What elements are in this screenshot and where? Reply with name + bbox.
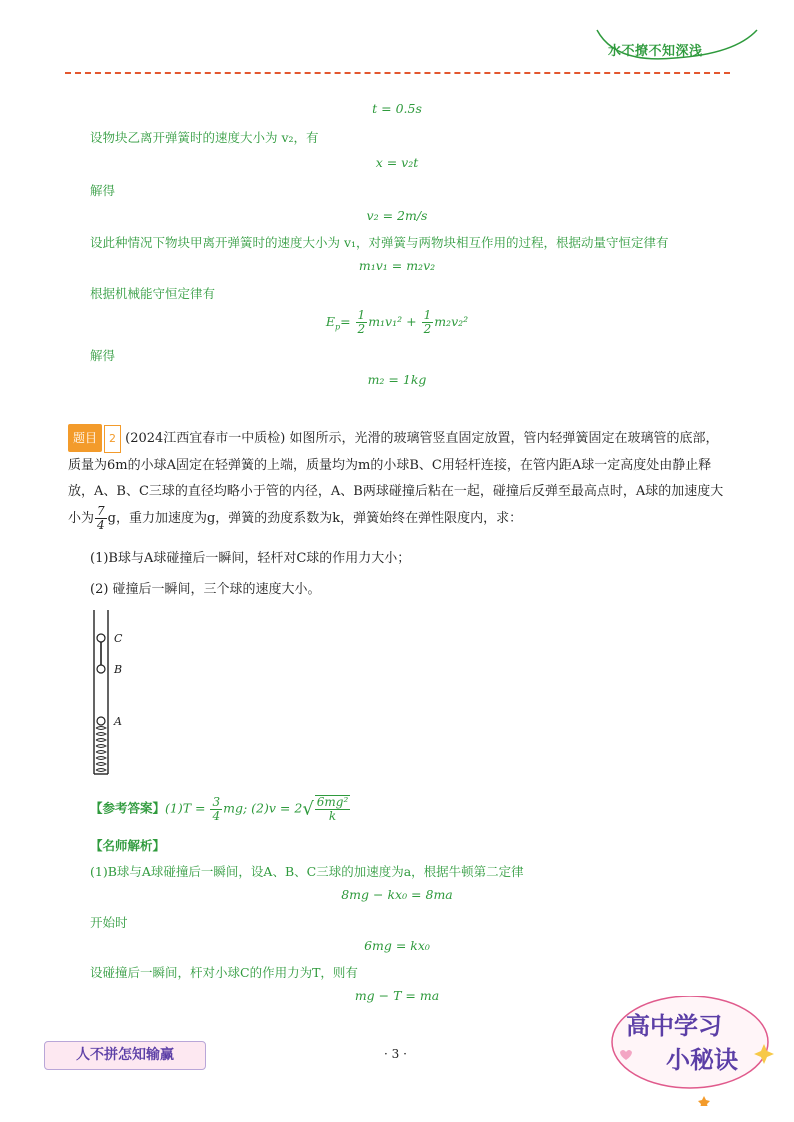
badge-line-2: 小秘诀 <box>666 1046 738 1074</box>
tube-figure <box>86 608 136 780</box>
equation-energy <box>0 309 794 336</box>
question-2: (2) 碰撞后一瞬间，三个球的速度大小。 <box>90 582 321 597</box>
page-number: · 3 · <box>384 1047 407 1061</box>
equation-mass: m₂ = 1kg <box>367 372 427 387</box>
text-line: 根据机械能守恒定律有 <box>90 286 216 301</box>
text-line: 设碰撞后一瞬间，杆对小球C的作用力为T，则有 <box>90 965 358 980</box>
fraction-denominator: k <box>328 809 337 823</box>
header-motto: 水不撩不知深浅 <box>608 44 703 59</box>
text-line: 开始时 <box>90 915 128 930</box>
fraction-denominator: 2 <box>357 322 366 336</box>
energy-term-2: m₂v₂² <box>434 314 469 329</box>
energy-symbol: E <box>325 314 335 329</box>
figure-label-a: A <box>114 715 122 728</box>
energy-subscript: p <box>334 322 341 332</box>
energy-term-1: m₁v₁² + <box>368 314 421 329</box>
fraction-numerator: 6mg² <box>316 795 349 809</box>
fraction-seven-fourths <box>95 505 107 532</box>
equation-initial: 6mg = kx₀ <box>364 938 430 953</box>
star-icon <box>698 1096 710 1106</box>
footer-motto: 人不拼怎知输赢 <box>44 1041 206 1070</box>
answer-heading: 【参考答案】 <box>90 800 166 816</box>
fraction-numerator: 7 <box>97 504 105 518</box>
sqrt-sign: √ <box>302 798 314 820</box>
question-1: (1)B球与A球碰撞后一瞬间，轻杆对C球的作用力大小； <box>90 551 411 566</box>
fraction-three-fourths <box>210 796 222 823</box>
problem-statement <box>68 424 724 532</box>
problem-text-b: g，重力加速度为g，弹簧的劲度系数为k，弹簧始终在弹性限度内，求： <box>107 511 523 526</box>
equation-momentum: m₁v₁ = m₂v₂ <box>358 258 436 273</box>
badge-line-1: 高中学习 <box>626 1012 722 1040</box>
fraction-numerator: 1 <box>423 308 432 322</box>
equation-newton: 8mg − kx₀ = 8ma <box>341 887 453 902</box>
analysis-heading: 【名师解析】 <box>90 838 166 853</box>
text-line: (1)B球与A球碰撞后一瞬间，设A、B、C三球的加速度为a，根据牛顿第二定律 <box>90 864 524 879</box>
equation-velocity: v₂ = 2m/s <box>366 208 428 223</box>
fraction-half <box>422 309 434 336</box>
fraction-denominator: 2 <box>423 322 432 336</box>
equation-distance: x = v₂t <box>375 155 419 170</box>
fraction-denominator: 4 <box>212 808 221 823</box>
fraction-numerator: 1 <box>357 308 366 322</box>
fraction-sqrt-argument <box>315 795 351 823</box>
header-divider <box>65 72 730 74</box>
reference-answer <box>90 795 351 823</box>
text-line: 设此种情况下物块甲离开弹簧时的速度大小为 v₁，对弹簧与两物块相互作用的过程，根据动量守恒定律有 <box>90 235 669 250</box>
answer-part-1: (1)T = <box>165 800 210 816</box>
text-line: 解得 <box>90 183 116 198</box>
equation-rod-force: mg − T = ma <box>354 988 440 1003</box>
study-tips-badge <box>604 996 784 1106</box>
text-line: 设物块乙离开弹簧时的速度大小为 v₂，有 <box>90 130 319 145</box>
figure-label-c: C <box>114 632 123 645</box>
problem-text-a: (2024江西宜春市一中质检) 如图所示，光滑的玻璃管竖直固定放置，管内轻弹簧固定在玻璃管的底部，质量为6m的小球A固定在轻弹簧的上端，质量均为m的小球B、C用轻杆连接，在管内距A球一定高度处由静止释放，A、B、C三球的直径均略小于管的内径，A、B两球碰撞后粘在一起，碰撞后反弹至最高点时，A球的加速度大小为 <box>68 431 724 526</box>
energy-equals: = <box>340 314 355 329</box>
topic-tag: 题目 <box>68 424 102 452</box>
figure-label-b: B <box>114 663 123 676</box>
fraction-numerator: 3 <box>212 794 221 809</box>
topic-number: 2 <box>104 425 121 453</box>
fraction-denominator: 4 <box>97 518 105 532</box>
equation-time: t = 0.5s <box>372 101 422 116</box>
answer-part-2: mg; (2)v = 2 <box>223 800 303 816</box>
fraction-half <box>356 309 368 336</box>
text-line: 解得 <box>90 348 116 363</box>
